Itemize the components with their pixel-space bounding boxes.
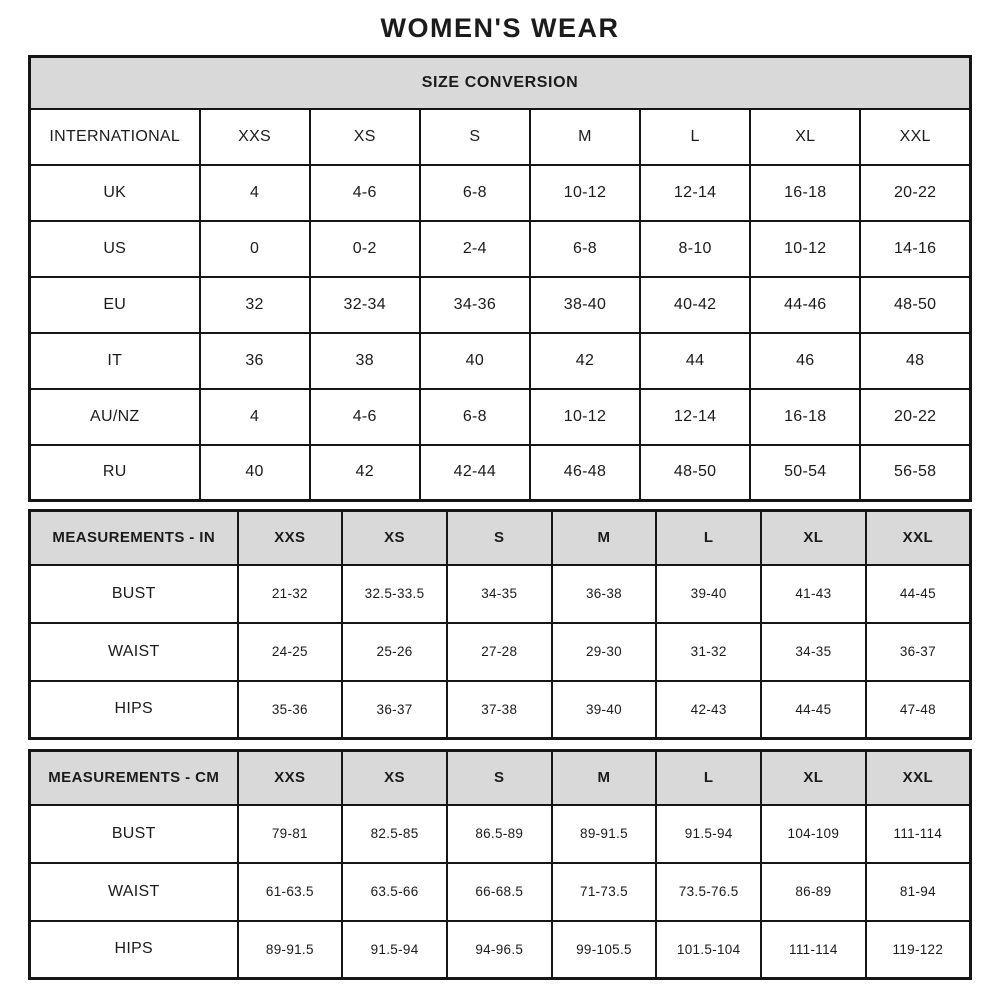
data-cell: 111-114 xyxy=(866,805,971,863)
data-cell: 4-6 xyxy=(310,389,420,445)
header-cell: L xyxy=(656,751,761,805)
data-cell: 36-37 xyxy=(866,623,971,681)
measurements-in-table xyxy=(28,509,972,740)
data-cell: 16-18 xyxy=(750,389,860,445)
measurements-cm-table xyxy=(28,749,972,980)
table-row xyxy=(30,165,971,221)
data-cell: 101.5-104 xyxy=(656,921,761,979)
data-cell: 86-89 xyxy=(761,863,866,921)
header-cell: M xyxy=(552,511,657,565)
data-cell: 12-14 xyxy=(640,389,750,445)
data-cell: 20-22 xyxy=(860,389,970,445)
page-title: WOMEN'S WEAR xyxy=(380,13,620,43)
data-cell: 32 xyxy=(200,277,310,333)
data-cell: 4 xyxy=(200,165,310,221)
data-cell: 16-18 xyxy=(750,165,860,221)
data-cell: 37-38 xyxy=(447,681,552,739)
header-cell: S xyxy=(447,511,552,565)
data-cell: 48-50 xyxy=(640,445,750,501)
data-cell: 12-14 xyxy=(640,165,750,221)
data-cell: 42-43 xyxy=(656,681,761,739)
data-cell: 99-105.5 xyxy=(552,921,657,979)
data-cell: 8-10 xyxy=(640,221,750,277)
data-cell: 119-122 xyxy=(866,921,971,979)
row-label: BUST xyxy=(30,565,238,623)
header-cell: XS xyxy=(342,511,447,565)
row-label: WAIST xyxy=(30,623,238,681)
header-cell: XL xyxy=(750,109,860,165)
row-label: HIPS xyxy=(30,921,238,979)
table-row xyxy=(30,921,971,979)
table-title: SIZE CONVERSION xyxy=(30,57,971,109)
table-row xyxy=(30,333,971,389)
data-cell: 6-8 xyxy=(420,165,530,221)
data-cell: 39-40 xyxy=(656,565,761,623)
data-cell: 36-38 xyxy=(552,565,657,623)
data-cell: 91.5-94 xyxy=(342,921,447,979)
data-cell: 36 xyxy=(200,333,310,389)
header-cell: XS xyxy=(310,109,420,165)
data-cell: 46 xyxy=(750,333,860,389)
table-row xyxy=(30,623,971,681)
header-cell: XXS xyxy=(238,511,343,565)
size-conversion-table xyxy=(28,55,972,502)
data-cell: 94-96.5 xyxy=(447,921,552,979)
row-label: EU xyxy=(30,277,200,333)
row-label: IT xyxy=(30,333,200,389)
data-cell: 71-73.5 xyxy=(552,863,657,921)
table-row xyxy=(30,751,971,805)
data-cell: 48-50 xyxy=(860,277,970,333)
data-cell: 0 xyxy=(200,221,310,277)
row-label: US xyxy=(30,221,200,277)
data-cell: 31-32 xyxy=(656,623,761,681)
data-cell: 21-32 xyxy=(238,565,343,623)
data-cell: 89-91.5 xyxy=(552,805,657,863)
data-cell: 25-26 xyxy=(342,623,447,681)
header-cell: M xyxy=(530,109,640,165)
data-cell: 42-44 xyxy=(420,445,530,501)
data-cell: 32-34 xyxy=(310,277,420,333)
header-cell: XXS xyxy=(200,109,310,165)
data-cell: 40 xyxy=(420,333,530,389)
data-cell: 91.5-94 xyxy=(656,805,761,863)
header-cell: XXL xyxy=(866,751,971,805)
row-label: BUST xyxy=(30,805,238,863)
table-row xyxy=(30,565,971,623)
data-cell: 10-12 xyxy=(530,389,640,445)
header-label-cell: MEASUREMENTS - CM xyxy=(30,751,238,805)
data-cell: 81-94 xyxy=(866,863,971,921)
table-row xyxy=(30,511,971,565)
data-cell: 63.5-66 xyxy=(342,863,447,921)
header-label-cell: MEASUREMENTS - IN xyxy=(30,511,238,565)
header-cell: XL xyxy=(761,511,866,565)
data-cell: 73.5-76.5 xyxy=(656,863,761,921)
data-cell: 82.5-85 xyxy=(342,805,447,863)
data-cell: 44-45 xyxy=(761,681,866,739)
header-label-cell: INTERNATIONAL xyxy=(30,109,200,165)
data-cell: 39-40 xyxy=(552,681,657,739)
data-cell: 6-8 xyxy=(530,221,640,277)
row-label: RU xyxy=(30,445,200,501)
header-cell: XXS xyxy=(238,751,343,805)
header-cell: M xyxy=(552,751,657,805)
table-row xyxy=(30,109,971,165)
table-row xyxy=(30,389,971,445)
data-cell: 34-36 xyxy=(420,277,530,333)
row-label: UK xyxy=(30,165,200,221)
row-label: AU/NZ xyxy=(30,389,200,445)
data-cell: 24-25 xyxy=(238,623,343,681)
data-cell: 29-30 xyxy=(552,623,657,681)
table-row xyxy=(30,57,971,109)
table-row xyxy=(30,863,971,921)
data-cell: 111-114 xyxy=(761,921,866,979)
table-row xyxy=(30,445,971,501)
table-row xyxy=(30,277,971,333)
data-cell: 4 xyxy=(200,389,310,445)
data-cell: 44 xyxy=(640,333,750,389)
data-cell: 10-12 xyxy=(750,221,860,277)
data-cell: 10-12 xyxy=(530,165,640,221)
data-cell: 61-63.5 xyxy=(238,863,343,921)
data-cell: 42 xyxy=(530,333,640,389)
header-cell: S xyxy=(420,109,530,165)
data-cell: 2-4 xyxy=(420,221,530,277)
data-cell: 35-36 xyxy=(238,681,343,739)
data-cell: 0-2 xyxy=(310,221,420,277)
data-cell: 41-43 xyxy=(761,565,866,623)
header-cell: XS xyxy=(342,751,447,805)
data-cell: 32.5-33.5 xyxy=(342,565,447,623)
data-cell: 34-35 xyxy=(447,565,552,623)
header-cell: L xyxy=(656,511,761,565)
data-cell: 6-8 xyxy=(420,389,530,445)
header-cell: XXL xyxy=(860,109,970,165)
table-row xyxy=(30,221,971,277)
row-label: WAIST xyxy=(30,863,238,921)
data-cell: 66-68.5 xyxy=(447,863,552,921)
data-cell: 44-46 xyxy=(750,277,860,333)
data-cell: 50-54 xyxy=(750,445,860,501)
row-label: HIPS xyxy=(30,681,238,739)
data-cell: 104-109 xyxy=(761,805,866,863)
table-row xyxy=(30,805,971,863)
data-cell: 38-40 xyxy=(530,277,640,333)
data-cell: 46-48 xyxy=(530,445,640,501)
header-cell: XXL xyxy=(866,511,971,565)
data-cell: 27-28 xyxy=(447,623,552,681)
data-cell: 56-58 xyxy=(860,445,970,501)
header-cell: L xyxy=(640,109,750,165)
data-cell: 79-81 xyxy=(238,805,343,863)
data-cell: 34-35 xyxy=(761,623,866,681)
header-cell: XL xyxy=(761,751,866,805)
table-row xyxy=(30,681,971,739)
header-cell: S xyxy=(447,751,552,805)
data-cell: 86.5-89 xyxy=(447,805,552,863)
data-cell: 36-37 xyxy=(342,681,447,739)
data-cell: 4-6 xyxy=(310,165,420,221)
data-cell: 14-16 xyxy=(860,221,970,277)
data-cell: 20-22 xyxy=(860,165,970,221)
data-cell: 40-42 xyxy=(640,277,750,333)
data-cell: 44-45 xyxy=(866,565,971,623)
data-cell: 48 xyxy=(860,333,970,389)
data-cell: 40 xyxy=(200,445,310,501)
data-cell: 38 xyxy=(310,333,420,389)
data-cell: 47-48 xyxy=(866,681,971,739)
data-cell: 89-91.5 xyxy=(238,921,343,979)
data-cell: 42 xyxy=(310,445,420,501)
